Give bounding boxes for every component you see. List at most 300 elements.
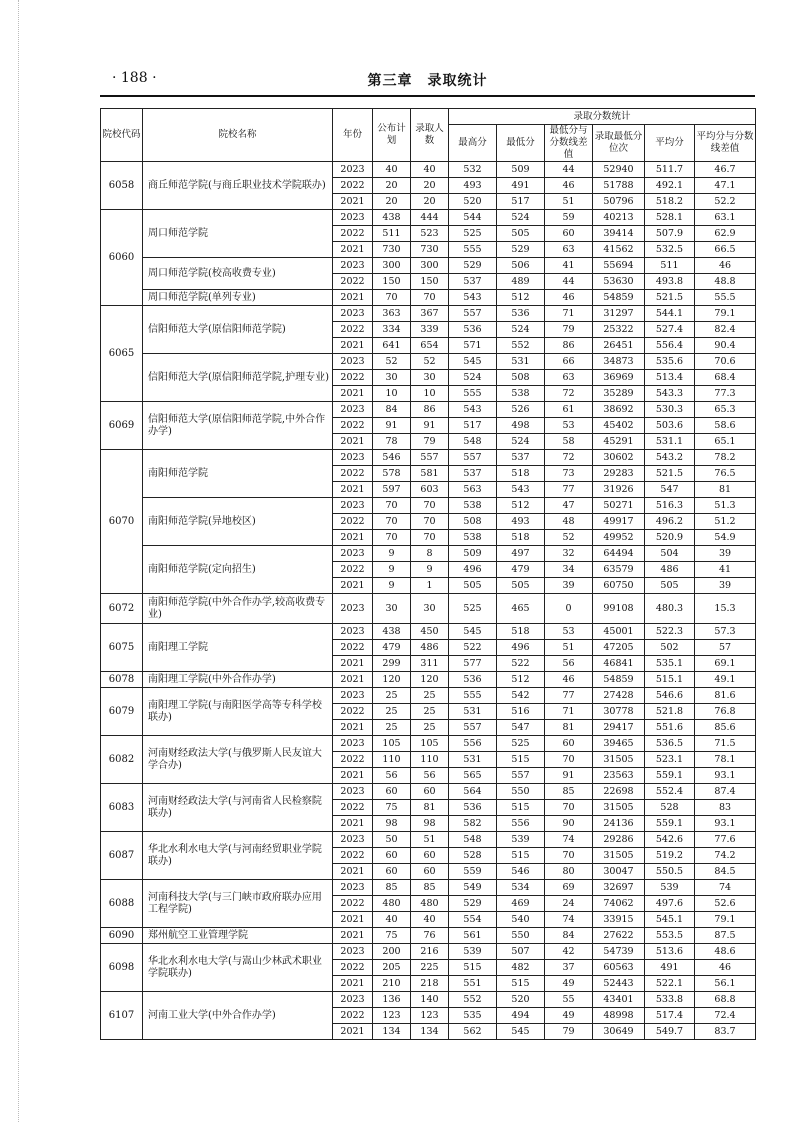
year-cell: 2021 [333,976,373,992]
min-score-cell: 550 [497,928,545,944]
min-rank-cell: 64494 [593,546,645,562]
min-score-cell: 524 [497,210,545,226]
min-rank-cell: 31505 [593,800,645,816]
max-score-cell: 505 [449,578,497,594]
plan-cell: 78 [373,434,411,450]
max-score-cell: 582 [449,816,497,832]
avg-diff-cell: 63.1 [695,210,756,226]
min-rank-cell: 60750 [593,578,645,594]
min-score-cell: 520 [497,992,545,1008]
min-score-cell: 539 [497,832,545,848]
max-score-cell: 564 [449,784,497,800]
avg-diff-cell: 15.3 [695,594,756,624]
min-diff-cell: 53 [545,418,593,434]
school-name: 信阳师范大学(原信阳师范学院,护理专业) [143,354,333,402]
max-score-cell: 531 [449,704,497,720]
min-score-cell: 538 [497,386,545,402]
school-name: 南阳师范学院 [143,450,333,498]
enrolled-cell: 30 [411,594,449,624]
table-row [101,498,756,514]
min-score-cell: 542 [497,688,545,704]
header-rule [100,95,755,97]
min-score-cell: 552 [497,338,545,354]
year-cell: 2023 [333,688,373,704]
min-score-cell: 537 [497,450,545,466]
min-rank-cell: 39465 [593,736,645,752]
min-diff-cell: 46 [545,178,593,194]
enrolled-cell: 30 [411,370,449,386]
min-rank-cell: 54859 [593,672,645,688]
plan-cell: 30 [373,594,411,624]
min-diff-cell: 79 [545,322,593,338]
min-diff-cell: 49 [545,1008,593,1024]
enrolled-cell: 444 [411,210,449,226]
plan-cell: 511 [373,226,411,242]
school-code: 6098 [101,944,143,992]
school-name: 周口师范学院 [143,210,333,258]
avg-diff-cell: 39 [695,546,756,562]
avg-diff-cell: 87.4 [695,784,756,800]
school-code: 6065 [101,306,143,402]
year-cell: 2023 [333,306,373,322]
plan-cell: 70 [373,514,411,530]
enrolled-cell: 70 [411,290,449,306]
max-score-cell: 555 [449,688,497,704]
max-score-cell: 552 [449,992,497,1008]
min-rank-cell: 31505 [593,848,645,864]
avg-diff-cell: 62.9 [695,226,756,242]
plan-cell: 30 [373,370,411,386]
avg-score-cell: 521.5 [645,290,695,306]
min-diff-cell: 70 [545,848,593,864]
plan-cell: 546 [373,450,411,466]
max-score-cell: 548 [449,832,497,848]
min-rank-cell: 55694 [593,258,645,274]
enrolled-cell: 20 [411,178,449,194]
enrolled-cell: 70 [411,530,449,546]
avg-score-cell: 539 [645,880,695,896]
min-score-cell: 482 [497,960,545,976]
min-diff-cell: 66 [545,354,593,370]
avg-score-cell: 550.5 [645,864,695,880]
min-diff-cell: 79 [545,1024,593,1040]
avg-score-cell: 486 [645,562,695,578]
enrolled-cell: 225 [411,960,449,976]
year-cell: 2022 [333,274,373,290]
avg-score-cell: 502 [645,640,695,656]
avg-diff-cell: 46 [695,960,756,976]
min-score-cell: 540 [497,912,545,928]
avg-score-cell: 511.7 [645,162,695,178]
avg-score-cell: 520.9 [645,530,695,546]
avg-diff-cell: 70.6 [695,354,756,370]
enrolled-cell: 86 [411,402,449,418]
school-code: 6082 [101,736,143,784]
plan-cell: 210 [373,976,411,992]
min-diff-cell: 51 [545,640,593,656]
avg-diff-cell: 65.3 [695,402,756,418]
min-rank-cell: 99108 [593,594,645,624]
avg-diff-cell: 82.4 [695,322,756,338]
enrolled-cell: 730 [411,242,449,258]
year-cell: 2021 [333,864,373,880]
min-rank-cell: 49917 [593,514,645,530]
plan-cell: 25 [373,688,411,704]
col-header-name: 院校名称 [143,109,333,162]
avg-score-cell: 493.8 [645,274,695,290]
year-cell: 2022 [333,960,373,976]
min-rank-cell: 34873 [593,354,645,370]
plan-cell: 25 [373,704,411,720]
min-diff-cell: 70 [545,752,593,768]
school-name: 周口师范学院(单列专业) [143,290,333,306]
table-row [101,290,756,306]
enrolled-cell: 486 [411,640,449,656]
table-row [101,736,756,752]
avg-score-cell: 507.9 [645,226,695,242]
year-cell: 2022 [333,514,373,530]
min-diff-cell: 63 [545,242,593,258]
plan-cell: 60 [373,864,411,880]
year-cell: 2022 [333,896,373,912]
avg-diff-cell: 47.1 [695,178,756,194]
min-rank-cell: 31505 [593,752,645,768]
min-diff-cell: 69 [545,880,593,896]
min-score-cell: 516 [497,704,545,720]
min-rank-cell: 38692 [593,402,645,418]
min-rank-cell: 46841 [593,656,645,672]
min-diff-cell: 49 [545,976,593,992]
max-score-cell: 517 [449,418,497,434]
min-diff-cell: 74 [545,912,593,928]
plan-cell: 60 [373,848,411,864]
avg-score-cell: 536.5 [645,736,695,752]
min-score-cell: 546 [497,864,545,880]
year-cell: 2023 [333,594,373,624]
min-rank-cell: 32697 [593,880,645,896]
max-score-cell: 565 [449,768,497,784]
min-score-cell: 507 [497,944,545,960]
year-cell: 2023 [333,258,373,274]
min-rank-cell: 54739 [593,944,645,960]
min-rank-cell: 51788 [593,178,645,194]
min-score-cell: 509 [497,162,545,178]
plan-cell: 25 [373,720,411,736]
avg-diff-cell: 71.5 [695,736,756,752]
school-code: 6087 [101,832,143,880]
col-header-avg: 平均分 [645,125,695,162]
min-score-cell: 515 [497,752,545,768]
enrolled-cell: 1 [411,578,449,594]
avg-diff-cell: 65.1 [695,434,756,450]
min-rank-cell: 23563 [593,768,645,784]
enrolled-cell: 8 [411,546,449,562]
year-cell: 2022 [333,226,373,242]
plan-cell: 20 [373,194,411,210]
min-diff-cell: 55 [545,992,593,1008]
enrolled-cell: 70 [411,514,449,530]
min-rank-cell: 29417 [593,720,645,736]
year-cell: 2022 [333,178,373,194]
avg-diff-cell: 66.5 [695,242,756,258]
avg-diff-cell: 78.1 [695,752,756,768]
max-score-cell: 556 [449,736,497,752]
min-diff-cell: 39 [545,578,593,594]
enrolled-cell: 557 [411,450,449,466]
min-score-cell: 497 [497,546,545,562]
avg-score-cell: 556.4 [645,338,695,354]
min-diff-cell: 41 [545,258,593,274]
col-header-min-diff: 最低分与分数线差值 [545,125,593,162]
school-name: 南阳理工学院 [143,624,333,672]
plan-cell: 438 [373,210,411,226]
year-cell: 2021 [333,912,373,928]
min-rank-cell: 63579 [593,562,645,578]
enrolled-cell: 300 [411,258,449,274]
year-cell: 2022 [333,1008,373,1024]
year-cell: 2022 [333,752,373,768]
plan-cell: 479 [373,640,411,656]
avg-score-cell: 518.2 [645,194,695,210]
avg-diff-cell: 81 [695,482,756,498]
min-score-cell: 491 [497,178,545,194]
min-score-cell: 505 [497,226,545,242]
min-score-cell: 524 [497,322,545,338]
school-name: 郑州航空工业管理学院 [143,928,333,944]
enrolled-cell: 25 [411,704,449,720]
avg-score-cell: 531.1 [645,434,695,450]
year-cell: 2022 [333,418,373,434]
avg-score-cell: 492.1 [645,178,695,194]
avg-diff-cell: 54.9 [695,530,756,546]
table-row [101,258,756,274]
min-score-cell: 518 [497,466,545,482]
school-name: 河南工业大学(中外合作办学) [143,992,333,1040]
col-header-min-rank: 录取最低分位次 [593,125,645,162]
avg-diff-cell: 83 [695,800,756,816]
max-score-cell: 561 [449,928,497,944]
enrolled-cell: 85 [411,880,449,896]
school-code: 6088 [101,880,143,928]
avg-score-cell: 559.1 [645,768,695,784]
year-cell: 2021 [333,338,373,354]
col-header-plan: 公布计划 [373,109,411,162]
enrolled-cell: 367 [411,306,449,322]
table-row [101,880,756,896]
year-cell: 2022 [333,322,373,338]
min-score-cell: 517 [497,194,545,210]
school-code: 6078 [101,672,143,688]
min-diff-cell: 53 [545,624,593,640]
min-score-cell: 531 [497,354,545,370]
min-score-cell: 525 [497,736,545,752]
plan-cell: 70 [373,290,411,306]
max-score-cell: 577 [449,656,497,672]
year-cell: 2022 [333,704,373,720]
table-row [101,784,756,800]
plan-cell: 136 [373,992,411,1008]
year-cell: 2022 [333,370,373,386]
max-score-cell: 525 [449,594,497,624]
avg-score-cell: 553.5 [645,928,695,944]
min-score-cell: 479 [497,562,545,578]
min-score-cell: 557 [497,768,545,784]
avg-diff-cell: 39 [695,578,756,594]
enrolled-cell: 450 [411,624,449,640]
avg-score-cell: 513.6 [645,944,695,960]
min-rank-cell: 39414 [593,226,645,242]
max-score-cell: 555 [449,386,497,402]
min-rank-cell: 36969 [593,370,645,386]
school-code: 6069 [101,402,143,450]
min-score-cell: 545 [497,1024,545,1040]
avg-diff-cell: 93.1 [695,768,756,784]
max-score-cell: 529 [449,258,497,274]
plan-cell: 20 [373,178,411,194]
min-diff-cell: 44 [545,274,593,290]
max-score-cell: 536 [449,672,497,688]
avg-score-cell: 533.8 [645,992,695,1008]
avg-diff-cell: 87.5 [695,928,756,944]
min-rank-cell: 52443 [593,976,645,992]
page-header [100,68,755,90]
min-score-cell: 522 [497,656,545,672]
avg-diff-cell: 84.5 [695,864,756,880]
max-score-cell: 524 [449,370,497,386]
min-rank-cell: 30047 [593,864,645,880]
min-diff-cell: 61 [545,402,593,418]
min-rank-cell: 48998 [593,1008,645,1024]
min-diff-cell: 70 [545,800,593,816]
min-diff-cell: 56 [545,656,593,672]
max-score-cell: 496 [449,562,497,578]
school-name: 河南科技大学(与三门峡市政府联办应用工程学院) [143,880,333,928]
year-cell: 2021 [333,578,373,594]
plan-cell: 123 [373,1008,411,1024]
max-score-cell: 557 [449,306,497,322]
table-row [101,162,756,178]
avg-diff-cell: 46 [695,258,756,274]
plan-cell: 120 [373,672,411,688]
year-cell: 2023 [333,546,373,562]
min-rank-cell: 27428 [593,688,645,704]
year-cell: 2023 [333,450,373,466]
min-diff-cell: 86 [545,338,593,354]
table-row [101,546,756,562]
col-header-avg-diff: 平均分与分数线差值 [695,125,756,162]
min-diff-cell: 37 [545,960,593,976]
year-cell: 2022 [333,562,373,578]
min-score-cell: 556 [497,816,545,832]
avg-diff-cell: 58.6 [695,418,756,434]
min-rank-cell: 47205 [593,640,645,656]
max-score-cell: 557 [449,720,497,736]
year-cell: 2023 [333,624,373,640]
avg-score-cell: 543.2 [645,450,695,466]
plan-cell: 105 [373,736,411,752]
avg-score-cell: 522.3 [645,624,695,640]
year-cell: 2023 [333,210,373,226]
min-rank-cell: 33915 [593,912,645,928]
plan-cell: 85 [373,880,411,896]
enrolled-cell: 40 [411,162,449,178]
max-score-cell: 537 [449,466,497,482]
min-score-cell: 536 [497,306,545,322]
avg-diff-cell: 68.8 [695,992,756,1008]
avg-diff-cell: 48.6 [695,944,756,960]
max-score-cell: 549 [449,880,497,896]
avg-score-cell: 505 [645,578,695,594]
max-score-cell: 532 [449,162,497,178]
min-score-cell: 508 [497,370,545,386]
school-name: 南阳理工学院(中外合作办学) [143,672,333,688]
min-score-cell: 547 [497,720,545,736]
enrolled-cell: 60 [411,864,449,880]
enrolled-cell: 79 [411,434,449,450]
max-score-cell: 525 [449,226,497,242]
avg-diff-cell: 48.8 [695,274,756,290]
avg-diff-cell: 57.3 [695,624,756,640]
min-rank-cell: 30649 [593,1024,645,1040]
min-score-cell: 512 [497,290,545,306]
avg-score-cell: 559.1 [645,816,695,832]
avg-score-cell: 503.6 [645,418,695,434]
min-diff-cell: 58 [545,434,593,450]
min-diff-cell: 72 [545,450,593,466]
enrolled-cell: 339 [411,322,449,338]
enrolled-cell: 52 [411,354,449,370]
avg-diff-cell: 74 [695,880,756,896]
max-score-cell: 559 [449,864,497,880]
table-row [101,672,756,688]
plan-cell: 363 [373,306,411,322]
plan-cell: 299 [373,656,411,672]
min-score-cell: 465 [497,594,545,624]
min-rank-cell: 22698 [593,784,645,800]
enrolled-cell: 56 [411,768,449,784]
year-cell: 2021 [333,242,373,258]
table-row [101,688,756,704]
max-score-cell: 563 [449,482,497,498]
avg-score-cell: 511 [645,258,695,274]
min-rank-cell: 29286 [593,832,645,848]
school-name: 南阳师范学院(定向招生) [143,546,333,594]
school-code: 6070 [101,450,143,594]
avg-diff-cell: 46.7 [695,162,756,178]
max-score-cell: 528 [449,848,497,864]
max-score-cell: 520 [449,194,497,210]
avg-diff-cell: 76.8 [695,704,756,720]
min-score-cell: 534 [497,880,545,896]
min-rank-cell: 50796 [593,194,645,210]
min-diff-cell: 90 [545,816,593,832]
year-cell: 2021 [333,720,373,736]
min-rank-cell: 31926 [593,482,645,498]
avg-score-cell: 522.1 [645,976,695,992]
max-score-cell: 537 [449,274,497,290]
avg-diff-cell: 52.6 [695,896,756,912]
plan-cell: 9 [373,562,411,578]
max-score-cell: 493 [449,178,497,194]
plan-cell: 150 [373,274,411,290]
min-diff-cell: 59 [545,210,593,226]
school-name: 信阳师范大学(原信阳师范学院) [143,306,333,354]
table-row [101,928,756,944]
avg-diff-cell: 79.1 [695,306,756,322]
avg-diff-cell: 51.2 [695,514,756,530]
enrolled-cell: 603 [411,482,449,498]
min-score-cell: 515 [497,800,545,816]
